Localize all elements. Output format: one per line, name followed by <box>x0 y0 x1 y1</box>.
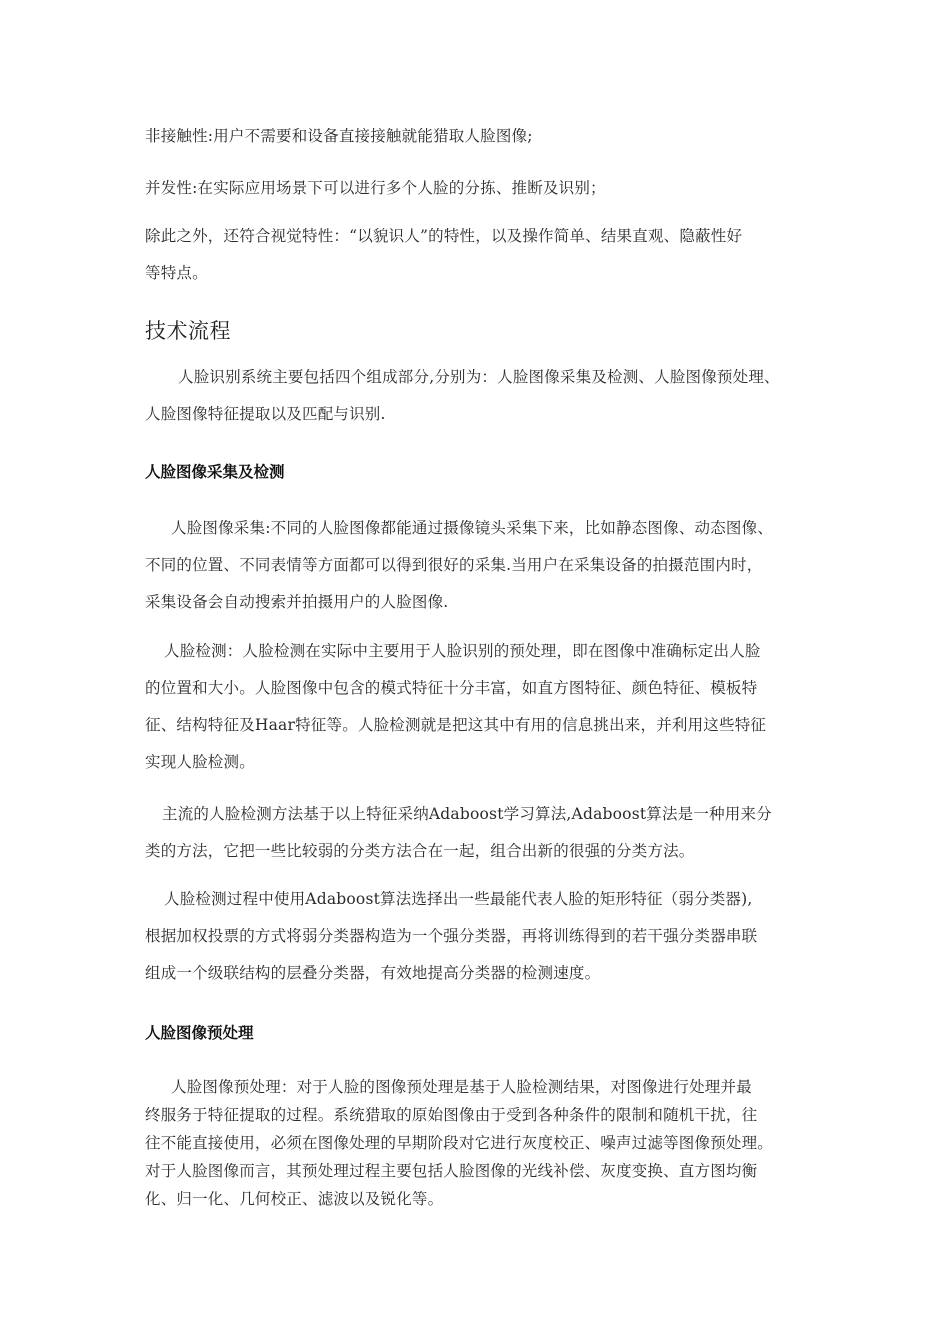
heading-tech-flow: 技术流程 <box>145 319 231 343</box>
text-line: 除此之外，还符合视觉特性：“以貌识人”的特性，以及操作简单、结果直观、隐蔽性好 <box>145 227 743 245</box>
paragraph-visual-features <box>145 218 813 292</box>
paragraph-adaboost-method <box>145 796 813 870</box>
paragraph-face-detection <box>145 633 813 781</box>
text-line: 不同的位置、不同表情等方面都可以得到很好的采集.当用户在采集设备的拍摄范围内时， <box>145 556 763 574</box>
text-line: 往不能直接使用，必须在图像处理的早期阶段对它进行灰度校正、噪声过滤等图像预处理。 <box>145 1134 774 1152</box>
paragraph-cascade-classifier <box>145 881 813 992</box>
paragraph-image-collection <box>145 510 813 621</box>
text-line: 组成一个级联结构的层叠分类器，有效地提高分类器的检测速度。 <box>145 964 601 982</box>
paragraph-preprocessing <box>145 1073 813 1213</box>
text-line: 等特点。 <box>145 264 208 282</box>
text-line: 类的方法，它把一些比较弱的分类方法合在一起，组合出新的很强的分类方法。 <box>145 842 695 860</box>
text-line: 人脸图像特征提取以及匹配与识别. <box>145 405 386 423</box>
text-line: 人脸识别系统主要包括四个组成部分,分别为：人脸图像采集及检测、人脸图像预处理、 <box>178 368 780 386</box>
text-line: 人脸检测过程中使用Adaboost算法选择出一些最能代表人脸的矩形特征（弱分类器), <box>164 890 753 908</box>
text-line: 的位置和大小。人脸图像中包含的模式特征十分丰富，如直方图特征、颜色特征、模板特 <box>145 679 758 697</box>
text-line: 征、结构特征及Haar特征等。人脸检测就是把这其中有用的信息挑出来，并利用这些特征 <box>145 716 767 734</box>
text-line: 化、归一化、几何校正、滤波以及锐化等。 <box>145 1190 444 1208</box>
paragraph-concurrency <box>145 170 813 207</box>
text-line: 主流的人脸检测方法基于以上特征采纳Adaboost学习算法,Adaboost算法是一种用来分 <box>162 805 772 823</box>
text-line: 终服务于特征提取的过程。系统猎取的原始图像由于受到各种条件的限制和随机干扰，往 <box>145 1106 758 1124</box>
text-line: 采集设备会自动搜索并拍摄用户的人脸图像. <box>145 593 449 611</box>
text-line: 对于人脸图像而言，其预处理过程主要包括人脸图像的光线补偿、灰度变换、直方图均衡 <box>145 1162 758 1180</box>
heading-collection-detection: 人脸图像采集及检测 <box>145 463 285 481</box>
text-line: 人脸检测：人脸检测在实际中主要用于人脸识别的预处理，即在图像中准确标定出人脸 <box>164 642 761 660</box>
text-line: 实现人脸检测。 <box>145 753 255 771</box>
paragraph-system-overview <box>145 359 813 433</box>
paragraph-non-contact <box>145 118 813 155</box>
text-line: 人脸图像采集:不同的人脸图像都能通过摄像镜头采集下来，比如静态图像、动态图像、 <box>171 519 774 537</box>
text-line: 非接触性:用户不需要和设备直接接触就能猎取人脸图像; <box>145 127 533 145</box>
heading-preprocessing: 人脸图像预处理 <box>145 1024 254 1042</box>
text-line: 人脸图像预处理：对于人脸的图像预处理是基于人脸检测结果，对图像进行处理并最 <box>171 1078 752 1096</box>
text-line: 根据加权投票的方式将弱分类器构造为一个强分类器，再将训练得到的若干强分类器串联 <box>145 927 758 945</box>
text-line: 并发性:在实际应用场景下可以进行多个人脸的分拣、推断及识别； <box>145 179 606 197</box>
